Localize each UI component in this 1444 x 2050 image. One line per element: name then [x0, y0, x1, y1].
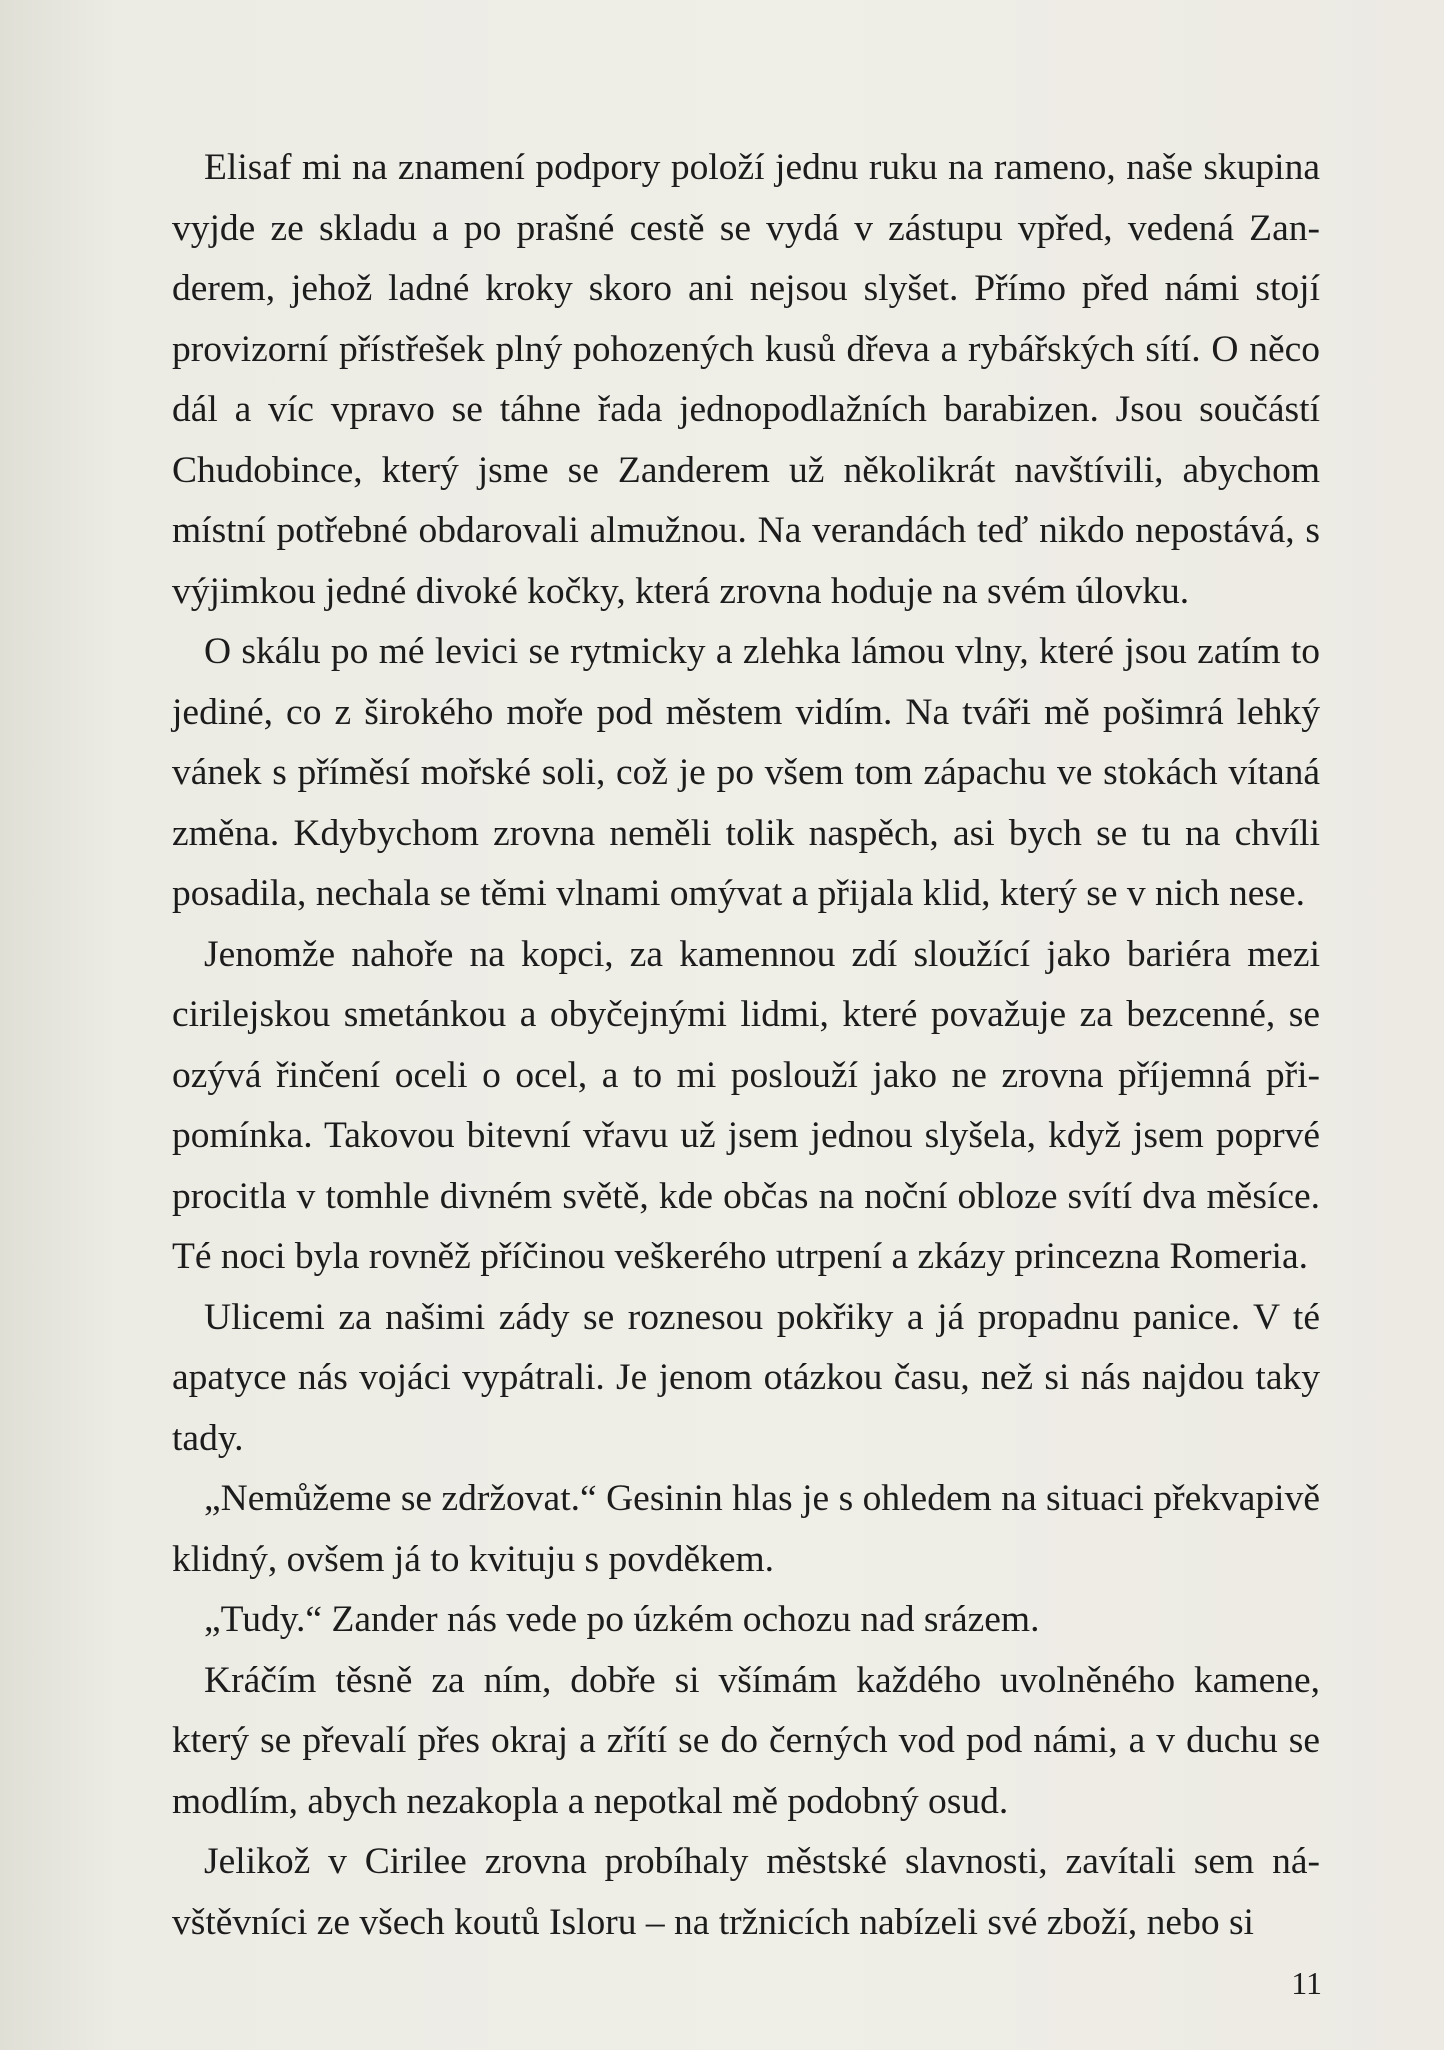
- paragraph: Jenomže nahoře na kopci, za kamennou zdí sloužící jako bariéra mezi cirilejskou smetánkou a obyčejnými lidmi, které považuje za bezcenné, se ozývá řinčení oceli o ocel, a to mi poslouží jako ne zrovna příjemná připomínka. Takovou bitevní vřavu už jsem jednou slyšela, když jsem poprvé procitla v tomhle divném světě, kde občas na noční obloze svítí dva měsíce. Té noci byla rovněž příčinou veškerého utrpení a zkázy princezna Romeria.: [172, 933, 1320, 1277]
- paragraph: Ulicemi za našimi zády se roznesou pokřiky a já propadnu panice. V té apatyce nás vojáci vypátrali. Je jenom otázkou času, než si nás najdou taky tady.: [172, 1296, 1320, 1459]
- paragraph: Kráčím těsně za ním, dobře si všímám každého uvolněného kamene, který se převalí přes okraj a zřítí se do černých vod pod námi, a v duchu se modlím, abych nezakopla a nepotkal mě podobný osud.: [172, 1659, 1320, 1822]
- paragraph: „Tudy.“ Zander nás vede po úzkém ochozu nad srázem.: [204, 1599, 1040, 1640]
- paragraph: Elisaf mi na znamení podpory položí jednu ruku na rameno, naše skupina vyjde ze skladu a po prašné cestě se vydá v zástupu vpřed, vedená Zanderem, jehož ladné kroky skoro ani nejsou slyšet. Přímo před námi stojí provizorní přístřešek plný pohozených kusů dřeva a rybářských sítí. O něco dál a víc vpravo se táhne řada jednopodlažních barabizen. Jsou součástí Chudobince, který jsme se Zanderem už několikrát navštívili, abychom místní potřebné obdarovali almužnou. Na verandách teď nikdo nepostává, s výjimkou jedné divoké kočky, která zrovna hoduje na svém úlovku.: [172, 147, 1320, 612]
- paragraph: O skálu po mé levici se rytmicky a zlehka lámou vlny, které jsou zatím to jediné, co z širokého moře pod městem vidím. Na tváři mě pošimrá lehký vánek s příměsí mořské soli, což je po všem tom zápachu ve stokách vítaná změna. Kdybychom zrovna neměli tolik naspěch, asi bych se tu na chvíli posadila, nechala se těmi vlnami omývat a přijala klid, který se v nich nese.: [172, 631, 1320, 914]
- paragraph: Jelikož v Cirilee zrovna probíhaly městské slavnosti, zavítali sem návštěvníci ze všech koutů Isloru – na tržnicích nabízeli své zboží, nebo si: [172, 1841, 1320, 1943]
- body-text: [172, 138, 1320, 1953]
- page-number: 11: [1291, 1965, 1322, 2001]
- paragraph: „Nemůžeme se zdržovat.“ Gesinin hlas je s ohledem na situaci překvapivě klidný, ovšem já to kvituju s povděkem.: [172, 1478, 1320, 1580]
